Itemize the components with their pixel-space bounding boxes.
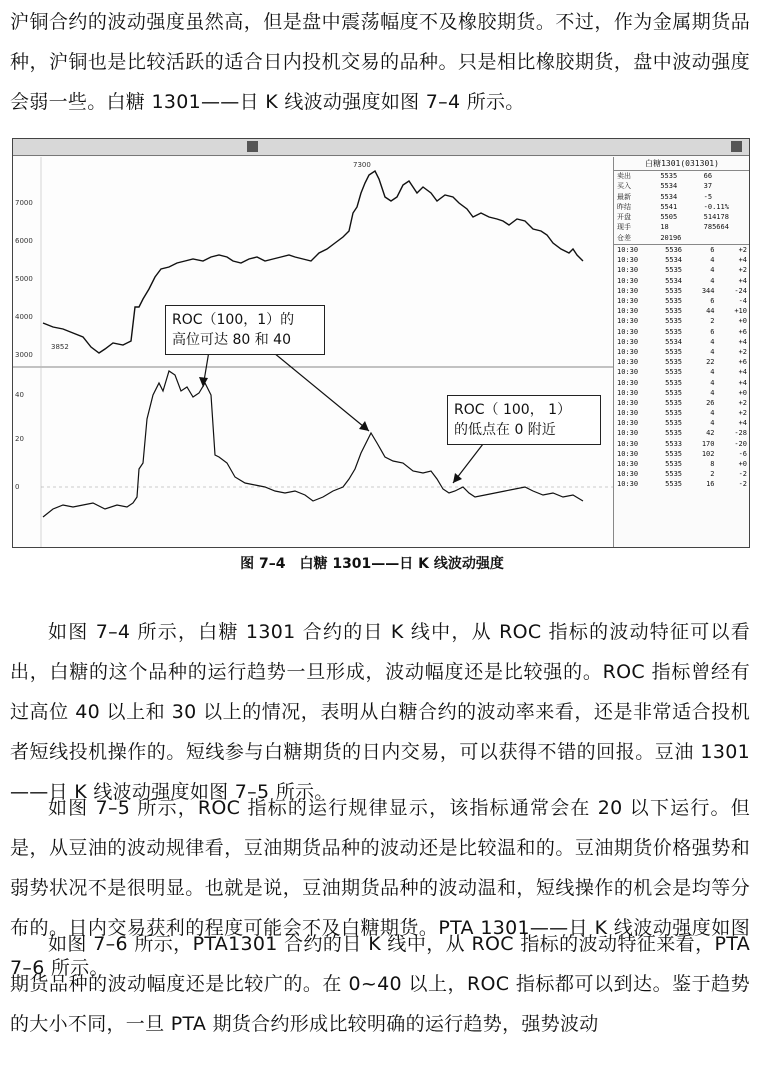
tick-cell: 5535 <box>665 470 682 479</box>
quote-row <box>614 192 750 202</box>
tick-cell: 170 <box>701 439 715 448</box>
tick-row <box>614 388 750 398</box>
tick-cell: +2 <box>738 347 747 356</box>
tick-cell: 4 <box>710 256 715 265</box>
tick-cell: 10:30 <box>617 256 639 265</box>
tick-cell: 10:30 <box>617 276 639 285</box>
tick-row <box>614 367 750 377</box>
tick-cell: 10:30 <box>617 439 639 448</box>
tick-cell: 10:30 <box>617 246 639 255</box>
tick-cell: 5535 <box>665 286 682 295</box>
tick-cell: -6 <box>738 449 747 458</box>
y-tick: 6000 <box>15 237 33 245</box>
paragraph-3: 如图 7–5 所示，ROC 指标的运行规律显示，该指标通常会在 20 以下运行。但是，从豆油的波动规律看，豆油期货品种的波动还是比较温和的。豆油期货价格强势和弱势状况不是很明显。也就是说，豆油期货品种的波动温和，短线操作的机会是均等分布的。日内交易获利的程度可能会不及白糖期货。PTA 1301——日 K 线波动强度如图 7–6 所示。 <box>10 797 750 979</box>
callout-line: ROC（100，1）的 <box>172 312 295 328</box>
tick-cell: 2 <box>710 470 715 479</box>
quote-cell: 开盘 <box>617 213 631 222</box>
quote-panel <box>613 157 750 547</box>
roc-tick: 20 <box>15 435 24 443</box>
tick-cell: +0 <box>738 317 747 326</box>
tick-row <box>614 296 750 306</box>
tick-cell: +6 <box>738 358 747 367</box>
tick-cell: 5535 <box>665 307 682 316</box>
y-tick: 4000 <box>15 313 33 321</box>
tick-cell: 5535 <box>665 347 682 356</box>
tick-cell: 5534 <box>665 256 682 265</box>
caption-number: 图 7–4 <box>240 556 286 572</box>
tick-cell: 4 <box>710 388 715 397</box>
tick-cell: 26 <box>706 398 715 407</box>
tick-cell: 5535 <box>665 368 682 377</box>
tick-cell: 10:30 <box>617 266 639 275</box>
tick-cell: +4 <box>738 276 747 285</box>
quote-row <box>614 212 750 222</box>
quote-row <box>614 202 750 212</box>
quote-cell: 66 <box>703 172 713 180</box>
tick-cell: 10:30 <box>617 286 639 295</box>
callout-line: ROC（ 100， 1） <box>454 402 572 418</box>
tick-cell: 5536 <box>665 246 682 255</box>
window-icon <box>247 141 258 152</box>
tick-row <box>614 428 750 438</box>
quote-cell: 5541 <box>660 202 678 211</box>
tick-row <box>614 327 750 337</box>
tick-row <box>614 276 750 286</box>
tick-cell: 5535 <box>665 297 682 306</box>
tick-cell: +2 <box>738 409 747 418</box>
tick-cell: 10:30 <box>617 449 639 458</box>
tick-cell: 42 <box>706 429 715 438</box>
tick-cell: 5535 <box>665 358 682 367</box>
quote-cell: -0.11% <box>703 202 729 211</box>
tick-cell: +2 <box>738 398 747 407</box>
tick-cell: 4 <box>710 347 715 356</box>
tick-cell: +4 <box>738 256 747 265</box>
tick-cell: -24 <box>734 286 747 295</box>
tick-cell: 5535 <box>665 409 682 418</box>
tick-cell: 102 <box>701 449 715 458</box>
tick-cell: 10:30 <box>617 347 639 356</box>
tick-cell: 10:30 <box>617 368 639 377</box>
tick-cell: 5534 <box>665 337 682 346</box>
tick-cell: 8 <box>710 460 715 469</box>
tick-cell: 10:30 <box>617 388 639 397</box>
tick-cell: 44 <box>706 307 715 316</box>
tick-row <box>614 347 750 357</box>
chart-figure <box>12 138 750 548</box>
price-high-label: 7300 <box>353 161 371 169</box>
tick-cell: 10:30 <box>617 429 639 438</box>
close-icon[interactable] <box>731 141 742 152</box>
tick-cell: 4 <box>710 368 715 377</box>
callout-line: 的低点在 0 附近 <box>454 422 556 438</box>
tick-cell: 10:30 <box>617 419 639 428</box>
tick-cell: 10:30 <box>617 327 639 336</box>
tick-cell: +2 <box>738 246 747 255</box>
tick-cell: 6 <box>710 297 715 306</box>
paragraph-2: 如图 7–4 所示，白糖 1301 合约的日 K 线中，从 ROC 指标的波动特征可以看出，白糖的这个品种的运行趋势一旦形成，波动幅度还是比较强的。ROC 指标曾经有过高位 40 以上和 30 以上的情况，表明从白糖合约的波动率来看，还是非常适合投机者短线投机操作的。短线参与白糖期货的日内交易，可以获得不错的回报。豆油 1301——日 K 线波动强度如图 7–5 所示。 <box>10 621 750 803</box>
tick-row <box>614 265 750 275</box>
tick-cell: -28 <box>734 429 747 438</box>
tick-row <box>614 408 750 418</box>
tick-cell: -2 <box>738 470 747 479</box>
tick-row <box>614 449 750 459</box>
tick-cell: 10:30 <box>617 378 639 387</box>
tick-cell: +0 <box>738 388 747 397</box>
tick-row <box>614 469 750 479</box>
tick-cell: 5533 <box>665 439 682 448</box>
tick-cell: 5534 <box>665 276 682 285</box>
tick-cell: 4 <box>710 419 715 428</box>
quote-cell: 5505 <box>660 213 678 222</box>
quote-cell: 最新 <box>617 192 631 201</box>
tick-cell: +10 <box>734 307 747 316</box>
tick-cell: +4 <box>738 337 747 346</box>
tick-cell: 4 <box>710 337 715 346</box>
tick-row <box>614 398 750 408</box>
tick-cell: 10:30 <box>617 297 639 306</box>
y-tick: 3000 <box>15 351 33 359</box>
tick-cell: 10:30 <box>617 337 639 346</box>
quote-row <box>614 181 750 191</box>
quote-cell: 5535 <box>660 172 678 180</box>
tick-cell: +4 <box>738 378 747 387</box>
y-tick: 5000 <box>15 275 33 283</box>
tick-cell: +4 <box>738 368 747 377</box>
paragraph-1: 沪铜合约的波动强度虽然高，但是盘中震荡幅度不及橡胶期货。不过，作为金属期货品种，沪铜也是比较活跃的适合日内投机交易的品种。只是相比橡胶期货，盘中波动强度会弱一些。白糖 1301——日 K 线波动强度如图 7–4 所示。 <box>10 11 750 113</box>
tick-row <box>614 337 750 347</box>
tick-cell: 16 <box>706 480 715 489</box>
tick-row <box>614 479 750 489</box>
tick-row <box>614 316 750 326</box>
quote-cell: 785664 <box>703 223 729 232</box>
tick-cell: 4 <box>710 378 715 387</box>
quote-row <box>614 222 750 232</box>
tick-cell: -4 <box>738 297 747 306</box>
chart-toolbar <box>13 139 749 156</box>
tick-row <box>614 378 750 388</box>
tick-cell: 6 <box>710 246 715 255</box>
figure-caption <box>0 553 758 573</box>
tick-cell: 6 <box>710 327 715 336</box>
tick-cell: 4 <box>710 409 715 418</box>
tick-cell: 5535 <box>665 460 682 469</box>
quote-cell: 18 <box>660 223 669 232</box>
quote-cell: 5534 <box>660 182 678 191</box>
y-tick: 7000 <box>15 199 33 207</box>
quote-cell: 仓差 <box>617 233 631 242</box>
quote-row <box>614 171 750 181</box>
tick-cell: 4 <box>710 266 715 275</box>
caption-text: 白糖 1301——日 K 线波动强度 <box>299 556 504 572</box>
tick-cell: 5535 <box>665 449 682 458</box>
tick-row <box>614 306 750 316</box>
price-low-label: 3852 <box>51 343 69 351</box>
quote-cell: 现手 <box>617 223 631 232</box>
quote-cell: 卖出 <box>617 172 631 180</box>
tick-cell: 10:30 <box>617 358 639 367</box>
roc-tick: 40 <box>15 391 24 399</box>
tick-cell: 5535 <box>665 266 682 275</box>
tick-cell: 5535 <box>665 327 682 336</box>
tick-cell: 344 <box>701 286 715 295</box>
tick-cell: 4 <box>710 276 715 285</box>
quote-cell: 5534 <box>660 192 678 201</box>
tick-cell: 10:30 <box>617 460 639 469</box>
tick-row <box>614 255 750 265</box>
quote-cell: 买入 <box>617 182 631 191</box>
tick-cell: -20 <box>734 439 747 448</box>
tick-cell: 10:30 <box>617 307 639 316</box>
tick-row <box>614 245 750 255</box>
tick-cell: +0 <box>738 460 747 469</box>
tick-cell: 10:30 <box>617 470 639 479</box>
callout-roc-low <box>447 395 601 445</box>
quote-cell: 20196 <box>660 233 682 242</box>
tick-cell: 5535 <box>665 398 682 407</box>
quote-cell <box>704 233 747 243</box>
tick-cell: 2 <box>710 317 715 326</box>
quote-cell: -5 <box>703 192 713 201</box>
paragraph-4: 如图 7–6 所示，PTA1301 合约的日 K 线中，从 ROC 指标的波动特征来看，PTA 期货品种的波动幅度还是比较广的。在 0~40 以上，ROC 指标都可以到达。鉴于趋势的大小不同，一旦 PTA 期货合约形成比较明确的运行趋势，强势波动 <box>10 933 750 1035</box>
tick-cell: -2 <box>738 480 747 489</box>
tick-cell: 10:30 <box>617 317 639 326</box>
roc-tick: 0 <box>15 483 20 491</box>
tick-cell: +6 <box>738 327 747 336</box>
tick-cell: 5535 <box>665 388 682 397</box>
tick-row <box>614 439 750 449</box>
tick-cell: 22 <box>706 358 715 367</box>
tick-row <box>614 286 750 296</box>
tick-cell: 10:30 <box>617 398 639 407</box>
tick-row <box>614 357 750 367</box>
tick-rows <box>614 244 750 490</box>
tick-cell: 5535 <box>665 419 682 428</box>
tick-cell: 10:30 <box>617 480 639 489</box>
tick-cell: 5535 <box>665 378 682 387</box>
quote-cell: 昨结 <box>617 202 631 211</box>
callout-roc-high <box>165 305 325 355</box>
quote-cell: 514178 <box>703 213 729 222</box>
quote-row <box>614 233 750 243</box>
panel-title: 白糖1301(031301) <box>614 157 750 171</box>
tick-cell: 5535 <box>665 317 682 326</box>
callout-line: 高位可达 80 和 40 <box>172 332 291 348</box>
tick-cell: 5535 <box>665 480 682 489</box>
quote-rows <box>614 171 750 243</box>
tick-row <box>614 418 750 428</box>
tick-cell: 5535 <box>665 429 682 438</box>
tick-cell: +4 <box>738 419 747 428</box>
quote-cell: 37 <box>703 182 713 191</box>
tick-row <box>614 459 750 469</box>
tick-cell: +2 <box>738 266 747 275</box>
tick-cell: 10:30 <box>617 409 639 418</box>
